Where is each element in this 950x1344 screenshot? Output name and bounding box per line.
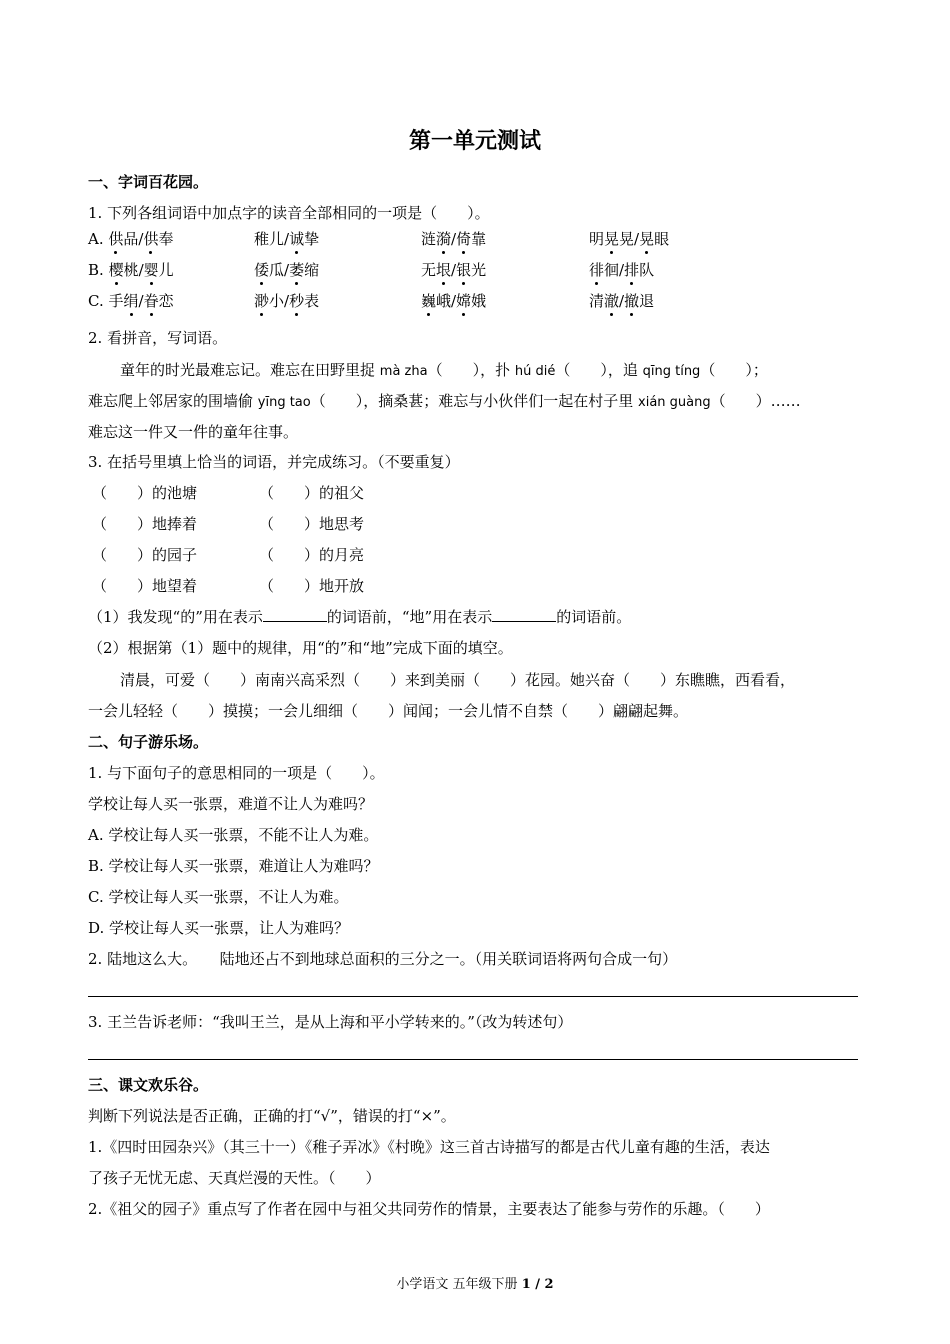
option-a-item-3: 涟漪/倚靠 (421, 230, 487, 248)
q1-stem: 1. 下列各组词语中加点字的读音全部相同的一项是（ ）。 (88, 204, 490, 222)
page-title: 第一单元测试 (408, 128, 541, 154)
q2-stem: 2. 看拼音，写词语。 (88, 329, 228, 347)
option-a-item-2: 稚儿/诚挚 (254, 230, 320, 248)
section-3-heading: 三、课文欢乐谷。 (88, 1076, 209, 1094)
option-b-item-4: 徘徊/排队 (589, 261, 655, 279)
q3-right-item-2: （ ）地思考 (259, 515, 365, 533)
option-b-item-3: 无垠/银光 (421, 261, 487, 279)
s2-q1-stem: 1. 与下面句子的意思相同的一项是（ ）。 (88, 764, 385, 782)
s3-q1-line-2: 了孩子无忧无虑、天真烂漫的天性。（ ） (88, 1169, 381, 1187)
section-2-heading: 二、句子游乐场。 (88, 733, 209, 751)
s3-instruction: 判断下列说法是否正确，正确的打“√”，错误的打“×”。 (88, 1107, 456, 1125)
q3-left-item-3: （ ）的园子 (92, 546, 198, 564)
q3-left-item-2: （ ）地捧着 (92, 515, 198, 533)
fill-blank[interactable] (492, 607, 556, 622)
q3-right-item-4: （ ）地开放 (259, 577, 365, 595)
s3-q2: 2.《祖父的园子》重点写了作者在园中与祖父共同劳作的情景，主要表达了能参与劳作的乐趣。（ ） (88, 1200, 770, 1218)
answer-line[interactable] (88, 996, 858, 997)
q3-paragraph-line-1: 清晨，可爱（ ）南南兴高采烈（ ）来到美丽（ ）花园。她兴奋（ ）东瞧瞧，西看看， (120, 671, 796, 689)
s2-q1-sentence: 学校让每人买一张票，难道不让人为难吗？ (88, 795, 374, 813)
option-b-item-1: B. 樱桃/婴儿 (88, 261, 174, 279)
q2-paragraph-line-2: 难忘爬上邻居家的围墙偷 yīng tao（ ），摘桑葚；难忘与小伙伴们一起在村子里 xián guàng（ ）…… (88, 392, 801, 410)
q3-right-item-1: （ ）的祖父 (259, 484, 365, 502)
q3-left-item-1: （ ）的池塘 (92, 484, 198, 502)
q3-sub-2: （2）根据第（1）题中的规律，用“的”和“地”完成下面的填空。 (88, 639, 513, 657)
s2-q3: 3. 王兰告诉老师：“我叫王兰，是从上海和平小学转来的。”（改为转述句） (88, 1013, 573, 1031)
option-a-item-1: A. 供品/供奉 (88, 230, 174, 248)
q2-paragraph-line-1: 童年的时光最难忘记。难忘在田野里捉 mà zha（ ），扑 hú dié（ ），追 qīng tíng（ ）； (120, 361, 768, 379)
s2-q1-option-d: D. 学校让每人买一张票，让人为难吗？ (88, 919, 350, 937)
page-number: 1 / 2 (521, 1277, 554, 1292)
q2-paragraph-line-3: 难忘这一件又一件的童年往事。 (88, 423, 299, 441)
q3-right-item-3: （ ）的月亮 (259, 546, 365, 564)
q3-paragraph-line-2: 一会儿轻轻（ ）摸摸；一会儿细细（ ）闻闻；一会儿情不自禁（ ）翩翩起舞。 (88, 702, 689, 720)
s2-q1-option-b: B. 学校让每人买一张票，难道让人为难吗？ (88, 857, 379, 875)
q3-left-item-4: （ ）地望着 (92, 577, 198, 595)
option-c-item-3: 巍峨/嫦娥 (421, 292, 487, 310)
section-1-heading: 一、字词百花园。 (88, 173, 209, 191)
option-c-item-4: 清澈/撤退 (589, 292, 655, 310)
s2-q1-option-c: C. 学校让每人买一张票，不让人为难。 (88, 888, 349, 906)
option-c-item-1: C. 手绢/眷恋 (88, 292, 174, 310)
s2-q2: 2. 陆地这么大。 陆地还占不到地球总面积的三分之一。（用关联词语将两句合成一句） (88, 950, 678, 968)
answer-line[interactable] (88, 1059, 858, 1060)
q3-sub-1: （1）我发现“的”用在表示 的词语前，“地”用在表示 的词语前。 (88, 608, 632, 626)
fill-blank[interactable] (263, 607, 327, 622)
option-b-item-2: 倭瓜/萎缩 (254, 261, 320, 279)
option-c-item-2: 渺小/秒表 (254, 292, 320, 310)
s2-q1-option-a: A. 学校让每人买一张票，不能不让人为难。 (88, 826, 379, 844)
page-footer: 小学语文 五年级下册 1 / 2 (396, 1277, 554, 1292)
q3-stem: 3. 在括号里填上恰当的词语，并完成练习。（不要重复） (88, 453, 460, 471)
option-a-item-4: 明晃晃/晃眼 (589, 230, 670, 248)
s3-q1-line-1: 1.《四时田园杂兴》（其三十一）《稚子弄冰》《村晚》这三首古诗描写的都是古代儿童有趣的生活，表达 (88, 1138, 770, 1156)
